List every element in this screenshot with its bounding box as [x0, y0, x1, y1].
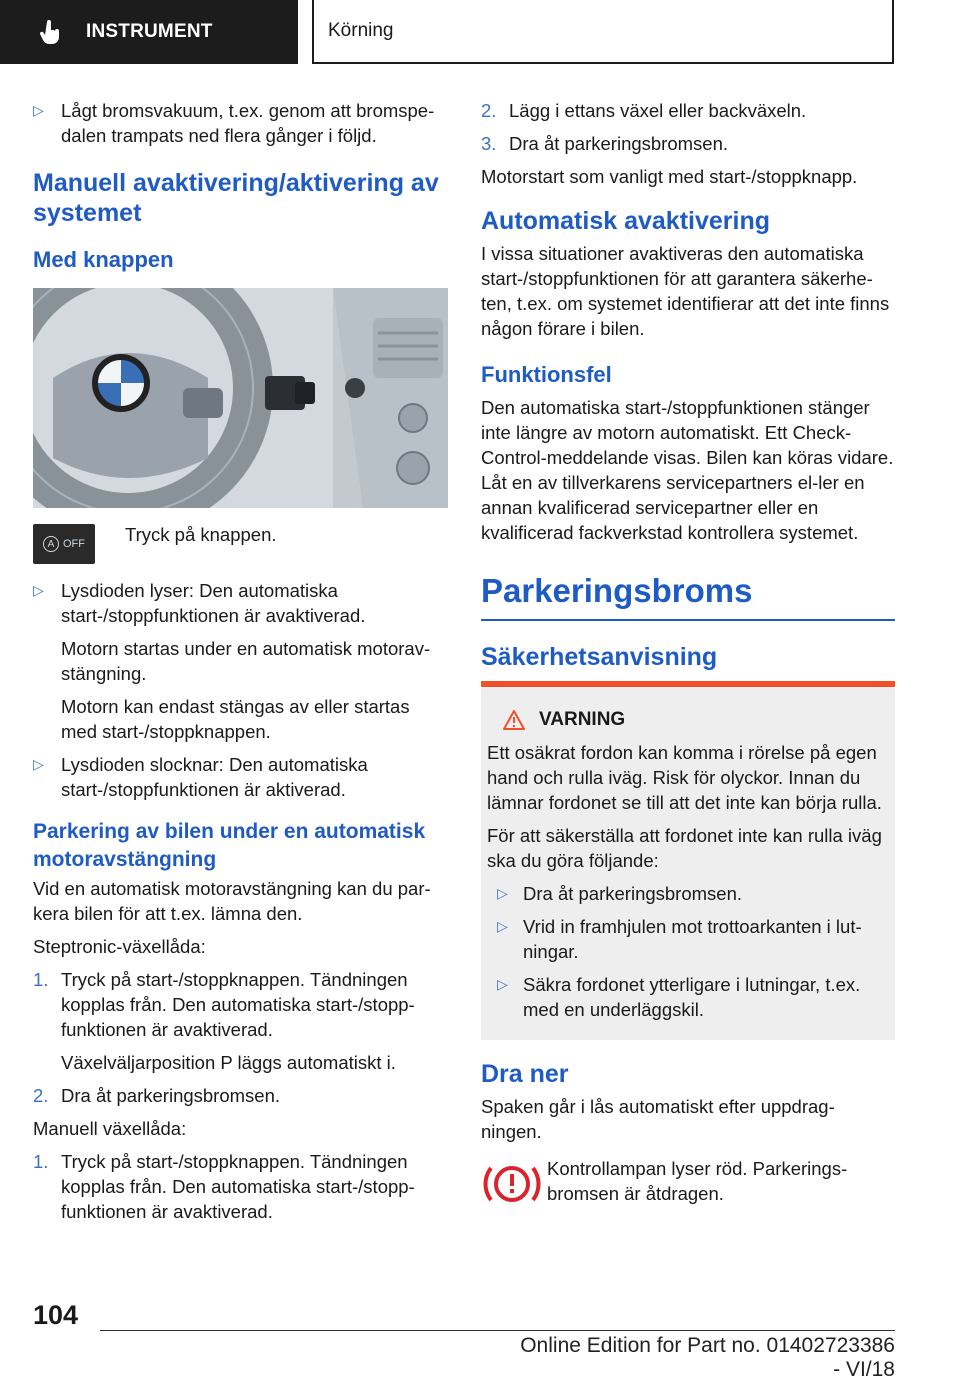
- edition-footer: Online Edition for Part no. 01402723386 - VI/18: [520, 1334, 895, 1381]
- list-item: 2. Dra åt parkeringsbromsen.: [33, 1085, 281, 1106]
- paragraph: Den automatiska start-/stoppfunktionen stänger inte längre av motorn automatiskt. Ett Check-Control-meddelande visas. Bilen kan köras vidare. Låt en av tillverkarens servicepartners el-ler en annan kvalificerad servicepartner eller en kvalificerad fackverkstad kontrollera systemet.: [481, 397, 894, 543]
- list-item: ▷ Lågt bromsvakuum, t.ex. genom att bromspe-dalen trampats ned flera gånger i följd.: [33, 100, 435, 146]
- sub-paragraph: Växelväljarposition P läggs automatiskt i.: [61, 1052, 396, 1073]
- list-item: ▷ Lysdioden slocknar: Den automatiska start-/stoppfunktionen är aktiverad.: [33, 754, 368, 800]
- page-number: 104: [33, 1300, 79, 1330]
- heading-auto-deactivation: Automatisk avaktivering: [481, 207, 770, 235]
- indicator-instruction: [481, 1156, 895, 1210]
- steering-wheel-photo: [33, 288, 448, 508]
- sub-paragraph: Motorn kan endast stängas av eller startas med start-/stoppknappen.: [61, 696, 410, 742]
- heading-safety: Säkerhetsanvisning: [481, 643, 718, 671]
- heading-manual-deactivation: Manuell avaktivering/aktivering av systemet: [33, 169, 439, 227]
- right-column: [481, 98, 895, 1210]
- paragraph: Manuell växellåda:: [33, 1118, 187, 1139]
- list-item: ▷ Vrid in framhjulen mot trottoarkanten i lut-ningar.: [497, 916, 862, 962]
- triangle-bullet-icon: ▷: [497, 885, 508, 901]
- warning-box: [481, 681, 895, 1040]
- lamp-caption: Kontrollampan lyser röd. Parkerings-bromsen är åtdragen.: [547, 1158, 848, 1204]
- warning-paragraph: Ett osäkrat fordon kan komma i rörelse på egen hand och rulla iväg. Risk för olyckor. Innan du lämnar fordonet se till att det inte kan börja rulla.: [487, 742, 882, 813]
- heading-with-button: Med knappen: [33, 247, 174, 272]
- paragraph: Steptronic-växellåda:: [33, 936, 206, 957]
- heading-parking-brake: Parkeringsbroms: [481, 571, 895, 621]
- parking-brake-warning-lamp-icon: [481, 1156, 543, 1210]
- list-item: 1. Tryck på start-/stoppknappen. Tändningen kopplas från. Den automatiska start-/stopp-funktionen är avaktiverad.: [33, 969, 415, 1040]
- list-item: ▷ Dra åt parkeringsbromsen.: [497, 883, 743, 904]
- section-tab-label: INSTRUMENT: [86, 21, 213, 42]
- sub-paragraph: Motorn startas under en automatisk motorav-stängning.: [61, 638, 431, 684]
- heading-malfunction: Funktionsfel: [481, 362, 612, 387]
- section-tab: [0, 0, 298, 64]
- heading-parking: Parkering av bilen under en automatisk motoravstängning: [33, 820, 426, 871]
- list-item: 1. Tryck på start-/stoppknappen. Tändningen kopplas från. Den automatiska start-/stopp-funktionen är avaktiverad.: [33, 1151, 415, 1222]
- heading-pull-up: Dra ner: [481, 1060, 569, 1088]
- hand-pointer-icon: [38, 19, 64, 45]
- list-item: 2. Lägg i ettans växel eller backväxeln.: [481, 100, 807, 121]
- button-instruction: [33, 524, 448, 564]
- warning-triangle-icon: [503, 710, 525, 730]
- list-item: 3. Dra åt parkeringsbromsen.: [481, 133, 729, 154]
- steering-wheel-illustration: [33, 288, 448, 508]
- paragraph: Spaken går i lås automatiskt efter uppdrag-ningen.: [481, 1096, 835, 1142]
- paragraph: I vissa situationer avaktiveras den automatiska start-/stoppfunktionen för att garantera säkerhe-ten, t.ex. om systemet identifierar att det inte finns någon förare i bilen.: [481, 243, 890, 339]
- triangle-bullet-icon: ▷: [33, 756, 44, 772]
- warning-paragraph: För att säkerställa att fordonet inte kan rulla iväg ska du göra följande:: [487, 825, 882, 871]
- left-column: [33, 98, 448, 1232]
- triangle-bullet-icon: ▷: [497, 918, 508, 934]
- triangle-bullet-icon: ▷: [33, 582, 44, 598]
- paragraph: Vid en automatisk motoravstängning kan du par-kera bilen för att t.ex. lämna den.: [33, 878, 431, 924]
- paragraph: Motorstart som vanligt med start-/stoppknapp.: [481, 166, 858, 187]
- list-item: ▷ Lysdioden lyser: Den automatiska start-/stoppfunktionen är avaktiverad.: [33, 580, 366, 626]
- triangle-bullet-icon: ▷: [33, 102, 44, 118]
- footer-divider: [100, 1330, 895, 1331]
- button-caption: Tryck på knappen.: [125, 524, 277, 545]
- chapter-title: Körning: [312, 0, 894, 64]
- auto-start-stop-off-button-icon: A OFF: [33, 524, 95, 564]
- list-item: ▷ Säkra fordonet ytterligare i lutningar, t.ex. med en underläggskil.: [497, 974, 861, 1020]
- triangle-bullet-icon: ▷: [497, 976, 508, 992]
- warning-title: VARNING: [487, 707, 889, 732]
